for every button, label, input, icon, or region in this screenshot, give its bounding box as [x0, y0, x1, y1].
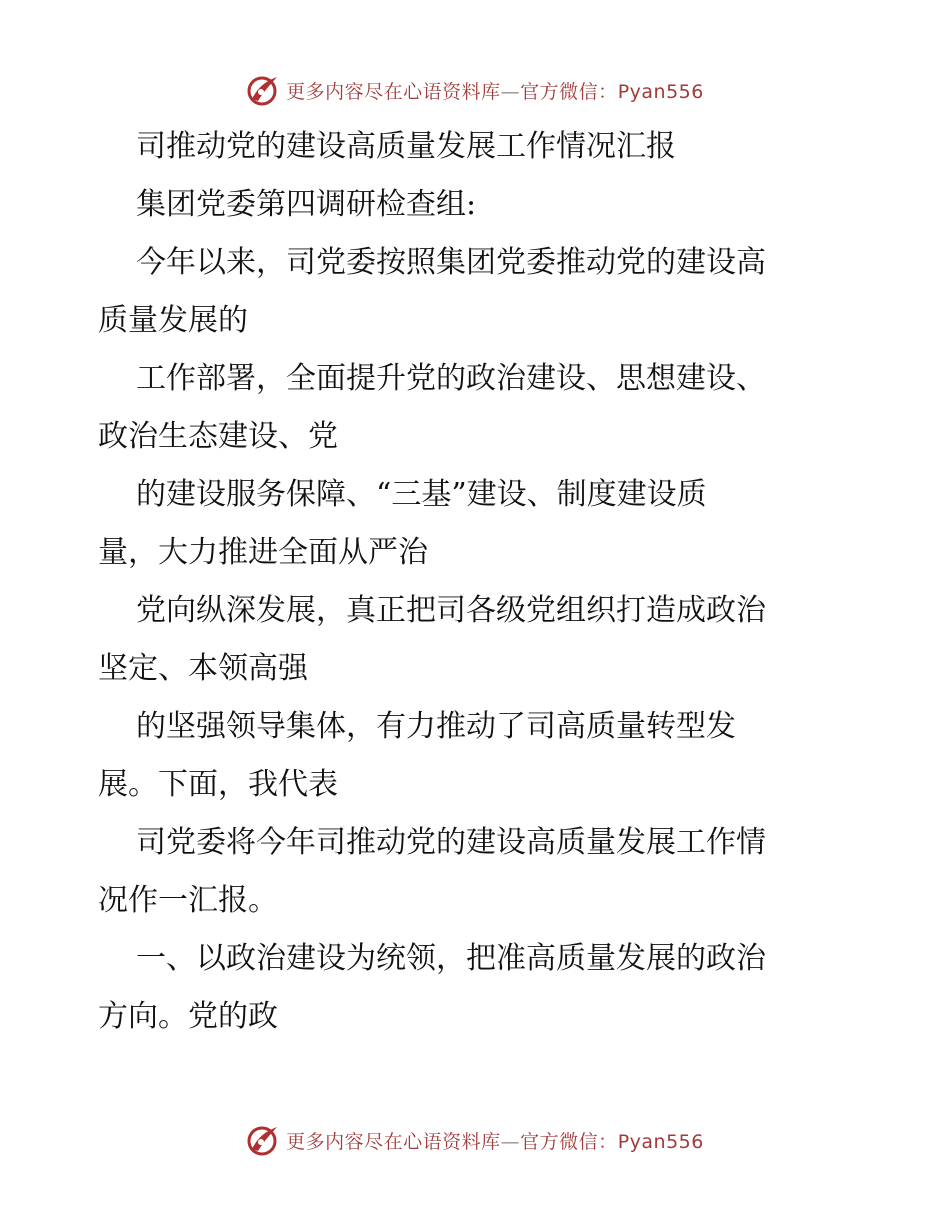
- document-body: [98, 118, 858, 1046]
- doc-line: 质量发展的: [98, 303, 248, 338]
- doc-line: 方向。党的政: [98, 999, 278, 1034]
- header-watermark: [0, 70, 950, 110]
- footer-watermark: [0, 1120, 950, 1160]
- doc-line: 党向纵深发展，真正把司各级党组织打造成政治: [136, 593, 766, 628]
- doc-line: 展。下面，我代表: [98, 767, 338, 802]
- brush-stroke-logo-icon: [246, 1123, 280, 1157]
- brush-stroke-logo-icon: [246, 73, 280, 107]
- watermark-text: 更多内容尽在心语资料库—官方微信：Pyan556: [286, 80, 704, 103]
- doc-salutation: 集团党委第四调研检查组:: [136, 187, 477, 222]
- doc-line: 政治生态建设、党: [98, 419, 338, 454]
- doc-line: 的坚强领导集体，有力推动了司高质量转型发: [136, 709, 736, 744]
- doc-line: 坚定、本领高强: [98, 651, 308, 686]
- doc-title: 司推动党的建设高质量发展工作情况汇报: [136, 129, 676, 164]
- doc-line: 量，大力推进全面从严治: [98, 535, 428, 570]
- doc-section-heading: 一、以政治建设为统领，把准高质量发展的政治: [136, 941, 766, 976]
- doc-line: 的建设服务保障、“三基”建设、制度建设质: [136, 477, 707, 512]
- doc-line: 工作部署，全面提升党的政治建设、思想建设、: [136, 361, 766, 396]
- doc-line: 司党委将今年司推动党的建设高质量发展工作情: [136, 825, 766, 860]
- watermark-text: 更多内容尽在心语资料库—官方微信：Pyan556: [286, 1130, 704, 1153]
- doc-line: 今年以来，司党委按照集团党委推动党的建设高: [136, 245, 766, 280]
- doc-line: 况作一汇报。: [98, 883, 278, 918]
